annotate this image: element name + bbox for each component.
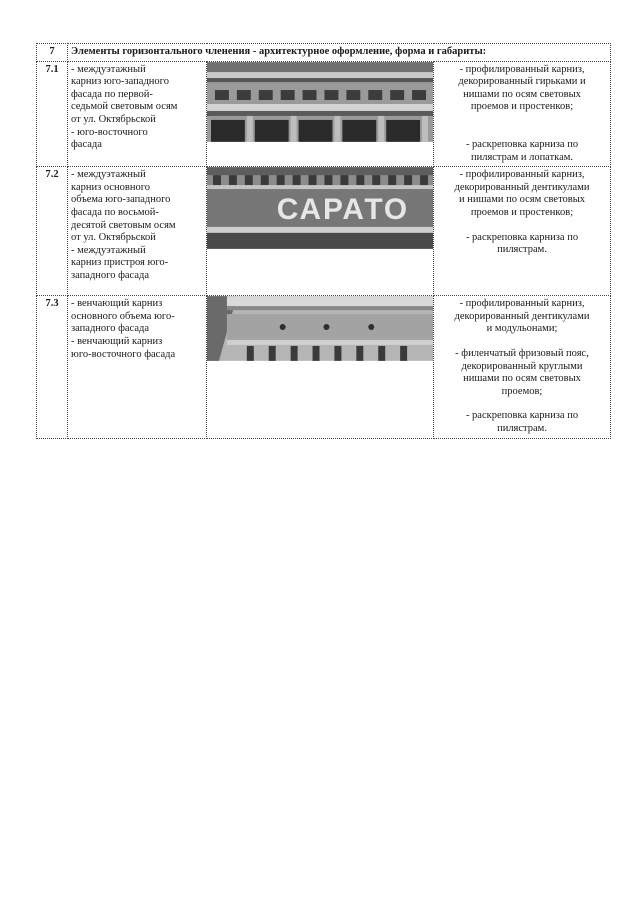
description-line: основного объема юго- <box>71 310 175 322</box>
description-line: - венчающий карниз <box>71 298 163 310</box>
row-number: 7.2 <box>37 167 68 296</box>
element-description <box>68 167 207 296</box>
decoration-line: - профилированный карниз, <box>459 298 585 310</box>
description-line: - юго-восточного <box>71 126 148 138</box>
description-line: карниз юго-западного <box>71 76 169 88</box>
description-line: от ул. Октябрьской <box>71 113 156 125</box>
section-title: Элементы горизонтального членения - архитектурное оформление, форма и габариты: <box>68 44 611 62</box>
cornice-photo-cell <box>207 61 434 167</box>
decoration-line: нишами по осям световых <box>463 88 581 100</box>
decoration-description <box>434 296 611 439</box>
description-line: западного фасада <box>71 269 149 281</box>
description-line: объема юго-западного <box>71 194 171 206</box>
description-line: десятой световым осям <box>71 219 176 231</box>
decoration-line: - раскреповка карниза по <box>465 231 579 243</box>
element-description <box>68 296 207 439</box>
decoration-line: декорированный гирьками и <box>458 76 586 88</box>
decoration-line: проемов; <box>501 385 543 397</box>
decoration-line: - профилированный карниз, <box>459 169 585 181</box>
description-line: - венчающий карниз <box>71 335 163 347</box>
description-line: - междуэтажный <box>71 63 146 75</box>
cornice-photo <box>207 62 433 142</box>
table-row <box>37 167 611 296</box>
decoration-line: декорированный дентикулами <box>454 181 590 193</box>
element-description <box>68 61 207 167</box>
decoration-line: и нишами по осям световых <box>458 194 586 206</box>
description-line: седьмой световым осям <box>71 101 178 113</box>
decoration-line: проемов и простенков; <box>470 101 574 113</box>
decoration-description <box>434 167 611 296</box>
cornice-photo-cell <box>207 167 434 296</box>
description-line: фасада по восьмой- <box>71 206 159 218</box>
decoration-line: и модульонами; <box>486 323 558 335</box>
signboard-text: САРАТО <box>276 193 410 227</box>
description-line: фасада <box>71 139 102 151</box>
decoration-line: пилястрам. <box>497 422 547 434</box>
decoration-line: нишами по осям световых <box>463 373 581 385</box>
cornice-photo-cell <box>207 296 434 439</box>
cornice-photo <box>207 167 433 249</box>
decoration-line: проемов и простенков; <box>470 206 574 218</box>
facade-elements-table <box>36 43 611 439</box>
row-number: 7.1 <box>37 61 68 167</box>
decoration-line: пилястрам. <box>497 244 547 256</box>
decoration-line: - раскреповка карниза по <box>465 410 579 422</box>
row-number: 7.3 <box>37 296 68 439</box>
decoration-line: - раскреповка карниза по <box>465 138 579 150</box>
decoration-line: пилястрам и лопаткам. <box>470 151 574 163</box>
cornice-photo <box>207 296 433 361</box>
description-line: фасада по первой- <box>71 88 153 100</box>
description-line: карниз пристроя юго- <box>71 257 169 269</box>
decoration-line: - профилированный карниз, <box>459 63 585 75</box>
decoration-line: декорированный дентикулами <box>454 310 590 322</box>
table-header-row <box>37 44 611 62</box>
decoration-description <box>434 61 611 167</box>
table-row <box>37 61 611 167</box>
table-row <box>37 296 611 439</box>
section-number: 7 <box>37 44 68 62</box>
description-line: - междуэтажный <box>71 169 146 181</box>
decoration-line: - филенчатый фризовый пояс, <box>455 347 589 359</box>
description-line: западного фасада <box>71 323 149 335</box>
description-line: карниз основного <box>71 181 151 193</box>
description-line: - междуэтажный <box>71 244 146 256</box>
description-line: от ул. Октябрьской <box>71 232 156 244</box>
decoration-line: декорированный круглыми <box>461 360 583 372</box>
description-line: юго-восточного фасада <box>71 348 176 360</box>
